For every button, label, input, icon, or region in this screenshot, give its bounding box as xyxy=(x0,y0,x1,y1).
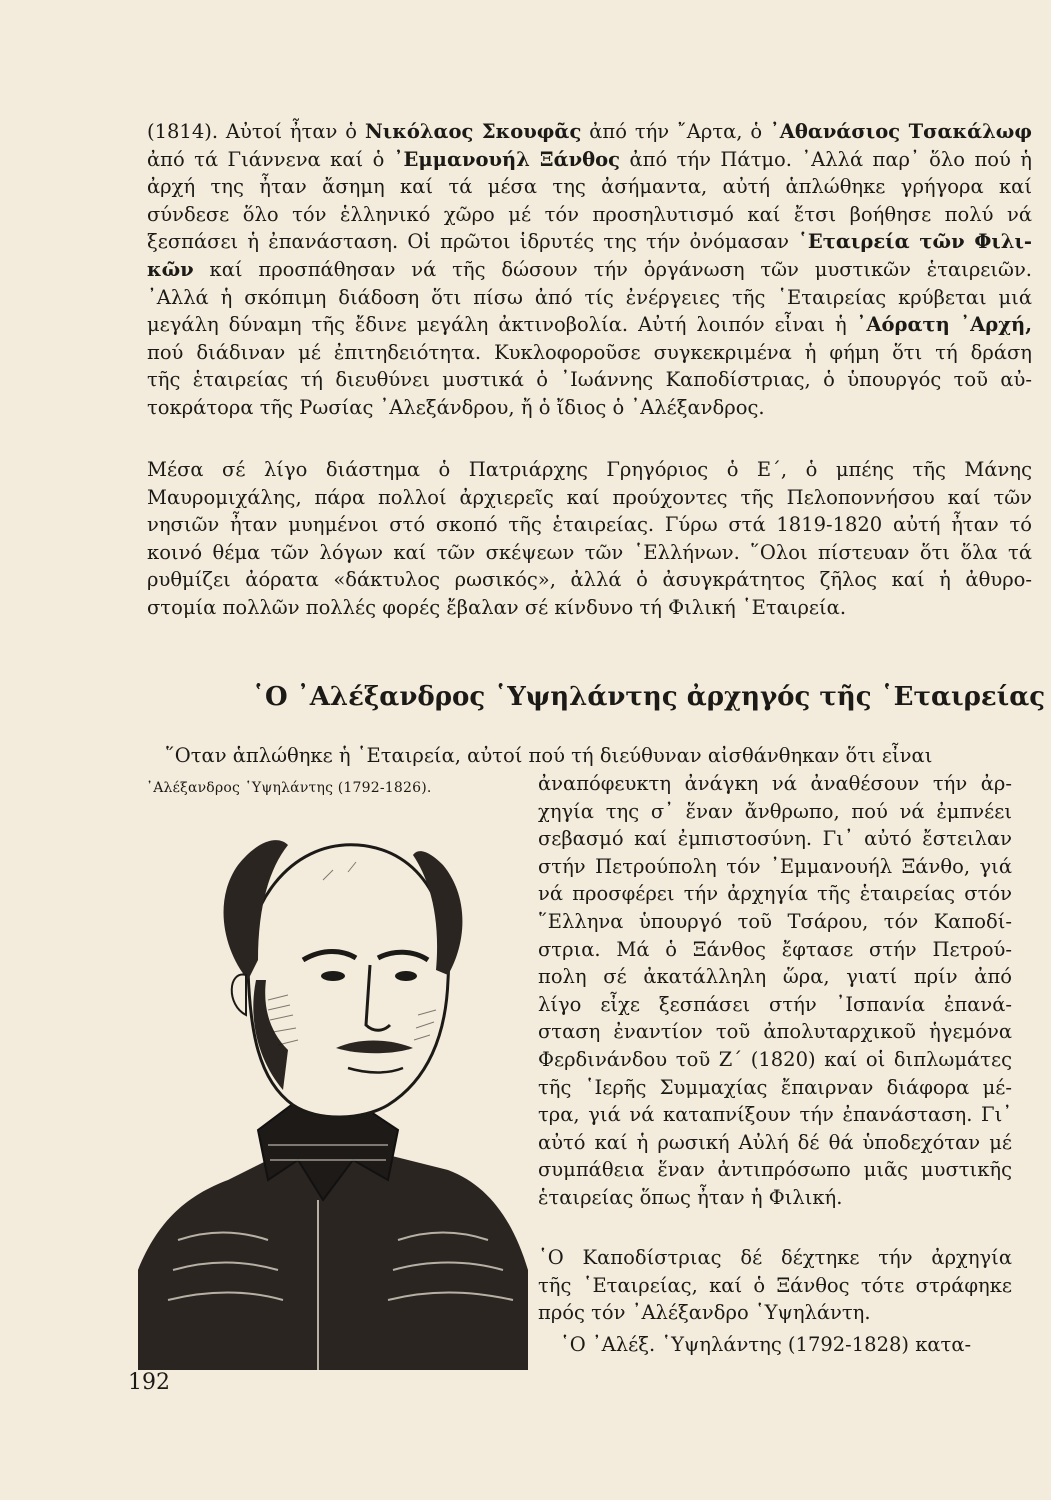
text-line: μεγάλη δύναμη τῆς ἔδινε μεγάλη ἀκτινοβολία. Αὐτή λοιπόν εἶναι ἡ ᾿Αόρατη ᾿Αρχή, xyxy=(147,313,1032,337)
text-line: ἑταιρείας ὅπως ἦταν ἡ Φιλική. xyxy=(538,1185,843,1209)
text-line: ῞Ελληνα ὑπουργό τοῦ Τσάρου, τόν Καποδί- xyxy=(538,909,1012,933)
text-line: χηγία της σ᾿ ἕναν ἄνθρωπο, πού νά ἐμπνέει xyxy=(538,799,1012,823)
paragraph-xanthos-petersburg xyxy=(538,770,1012,1212)
paragraph-members xyxy=(147,456,1032,622)
text-line: ᾿Αλλά ἡ σκόπιμη διάδοση ὅτι πίσω ἀπό τίς ἐνέργειες τῆς ῾Εταιρείας κρύβεται μιά xyxy=(147,285,1032,309)
text-line: σταση ἐναντίον τοῦ ἀπολυταρχικοῦ ἡγεμόνα xyxy=(538,1020,1012,1044)
text-line: αὐτό καί ἡ ρωσική Αὐλή δέ θά ὑποδεχόταν μέ xyxy=(538,1130,1012,1154)
bold-term: ῾Εταιρεία τῶν Φιλι- xyxy=(798,230,1032,254)
bold-term: ᾿Αθανάσιος Τσακάλωφ xyxy=(770,120,1032,143)
text-line: τῆς ῾Εταιρείας, καί ὁ Ξάνθος τότε στράφηκε xyxy=(538,1273,1012,1297)
text-line: ῞Οταν ἁπλώθηκε ἡ ῾Εταιρεία, αὐτοί πού τή διεύθυναν αἰσθάνθηκαν ὅτι εἶναι xyxy=(165,744,933,767)
text-line: ἀρχή της ἦταν ἄσημη καί τά μέσα της ἀσήμαντα, αὐτή ἁπλώθηκε γρήγορα καί xyxy=(147,175,1032,199)
text-line: κοινό θέμα τῶν λόγων καί τῶν σκέψεων τῶν ῾Ελλήνων. ῞Ολοι πίστευαν ὅτι ὅλα τά xyxy=(147,540,1032,564)
text-line: ρυθμίζει ἀόρατα «δάκτυλος ρωσικός», ἀλλά ὁ ἀσυγκράτητος ζῆλος καί ἡ ἀθυρο- xyxy=(147,568,1032,592)
bold-term: κῶν xyxy=(147,257,194,281)
portrait-ypsilantis-engraving xyxy=(118,800,533,1370)
text-line: στρια. Μά ὁ Ξάνθος ἔφτασε στήν Πετρού- xyxy=(538,937,1012,961)
portrait-caption: ᾿Αλέξανδρος ῾Υψηλάντης (1792-1826). xyxy=(146,780,432,796)
text-line: λίγο εἶχε ξεσπάσει στήν ᾿Ισπανία ἐπανά- xyxy=(538,992,1012,1016)
text-line: ξεσπάσει ἡ ἐπανάσταση. Οἱ πρῶτοι ἱδρυτές της τήν ὀνόμασαν ῾Εταιρεία τῶν Φιλι- xyxy=(147,230,1032,254)
page-number: 192 xyxy=(128,1370,170,1395)
text-line: σεβασμό καί ἐμπιστοσύνη. Γι᾿ αὐτό ἔστειλαν xyxy=(538,827,1012,851)
text-line: ἀναπόφευκτη ἀνάγκη νά ἀναθέσουν τήν ἀρ- xyxy=(538,772,1012,795)
text-line: τρα, γιά νά καταπνίξουν τήν ἐπανάσταση. Γι᾿ xyxy=(538,1103,1012,1127)
text-line: πού διάδιναν μέ ἐπιτηδειότητα. Κυκλοφοροῦσε συγκεκριμένα ἡ φήμη ὅτι τή δράση xyxy=(147,340,1032,364)
text-line: Μέσα σέ λίγο διάστημα ὁ Πατριάρχης Γρηγόριος ὁ Ε΄, ὁ μπέης τῆς Μάνης xyxy=(147,458,1032,481)
text-line: Μαυρομιχάλης, πάρα πολλοί ἀρχιερεῖς καί προύχοντες τῆς Πελοποννήσου καί τῶν xyxy=(147,485,1032,509)
text-line: τοκράτορα τῆς Ρωσίας ᾿Αλεξάνδρου, ἤ ὁ ἴδιος ὁ ᾿Αλέξανδρος. xyxy=(147,395,765,419)
paragraph-ypsilantis-start xyxy=(560,1331,1012,1359)
paragraph-leadership-intro xyxy=(165,742,1023,770)
bold-term: ᾿Αόρατη ᾿Αρχή, xyxy=(856,313,1032,337)
text-line: τῆς ἑταιρείας τή διευθύνει μυστικά ὁ ᾿Ιωάννης Καποδίστριας, ὁ ὑπουργός τοῦ αὐ- xyxy=(147,368,1032,392)
text-line: ῾Ο ᾿Αλέξ. ῾Υψηλάντης (1792-1828) κατα- xyxy=(560,1333,972,1356)
text-line: (1814). Αὐτοί ἦταν ὁ Νικόλαος Σκουφᾶς ἀπό τήν ῎Αρτα, ὁ ᾿Αθανάσιος Τσακάλωφ xyxy=(147,120,1032,143)
bold-term: Νικόλαος Σκουφᾶς xyxy=(364,120,582,143)
text-line: κῶν καί προσπάθησαν νά τῆς δώσουν τήν ὀργάνωση τῶν μυστικῶν ἑταιρειῶν. xyxy=(147,257,1032,281)
text-line: νησιῶν ἦταν μυημένοι στό σκοπό τῆς ἑταιρείας. Γύρω στά 1819-1820 αὐτή ἦταν τό xyxy=(147,513,1032,537)
text-line: στήν Πετρούπολη τόν ᾿Εμμανουήλ Ξάνθο, γιά xyxy=(538,854,1012,878)
text-line: ῾Ο Καποδίστριας δέ δέχτηκε τήν ἀρχηγία xyxy=(538,1246,1012,1269)
text-line: πολη σέ ἀκατάλληλη ὥρα, γιατί πρίν ἀπό xyxy=(538,965,1012,989)
bold-term: ᾿Εμμανουήλ Ξάνθος xyxy=(393,147,621,171)
text-line: πρός τόν ᾿Αλέξανδρο ῾Υψηλάντη. xyxy=(538,1301,871,1325)
text-line: τῆς ῾Ιερῆς Συμμαχίας ἔπαιρναν διάφορα μέ- xyxy=(538,1075,1012,1099)
section-heading: ῾Ο ᾿Αλέξανδρος ῾Υψηλάντης ἀρχηγός τῆς ῾Εταιρείας xyxy=(252,682,1046,712)
text-line: στομία πολλῶν πολλές φορές ἔβαλαν σέ κίνδυνο τή Φιλική ῾Εταιρεία. xyxy=(147,595,847,619)
text-line: νά προσφέρει τήν ἀρχηγία τῆς ἑταιρείας στόν xyxy=(538,882,1012,906)
text-line: ἀπό τά Γιάννενα καί ὁ ᾿Εμμανουήλ Ξάνθος ἀπό τήν Πάτμο. ᾿Αλλά παρ᾿ ὅλο πού ἡ xyxy=(147,147,1032,171)
paragraph-kapodistrias-declines xyxy=(538,1244,1012,1327)
text-line: σύνδεσε ὅλο τόν ἑλληνικό χῶρο μέ τόν προσηλυτισμό καί ἔτσι βοήθησε πολύ νά xyxy=(147,202,1032,226)
text-line: συμπάθεια ἕναν ἀντιπρόσωπο μιᾶς μυστικῆς xyxy=(538,1158,1012,1182)
paragraph-filiki-founders xyxy=(147,118,1032,422)
text-line: Φερδινάνδου τοῦ Ζ΄ (1820) καί οἱ διπλωμάτες xyxy=(538,1047,1012,1071)
